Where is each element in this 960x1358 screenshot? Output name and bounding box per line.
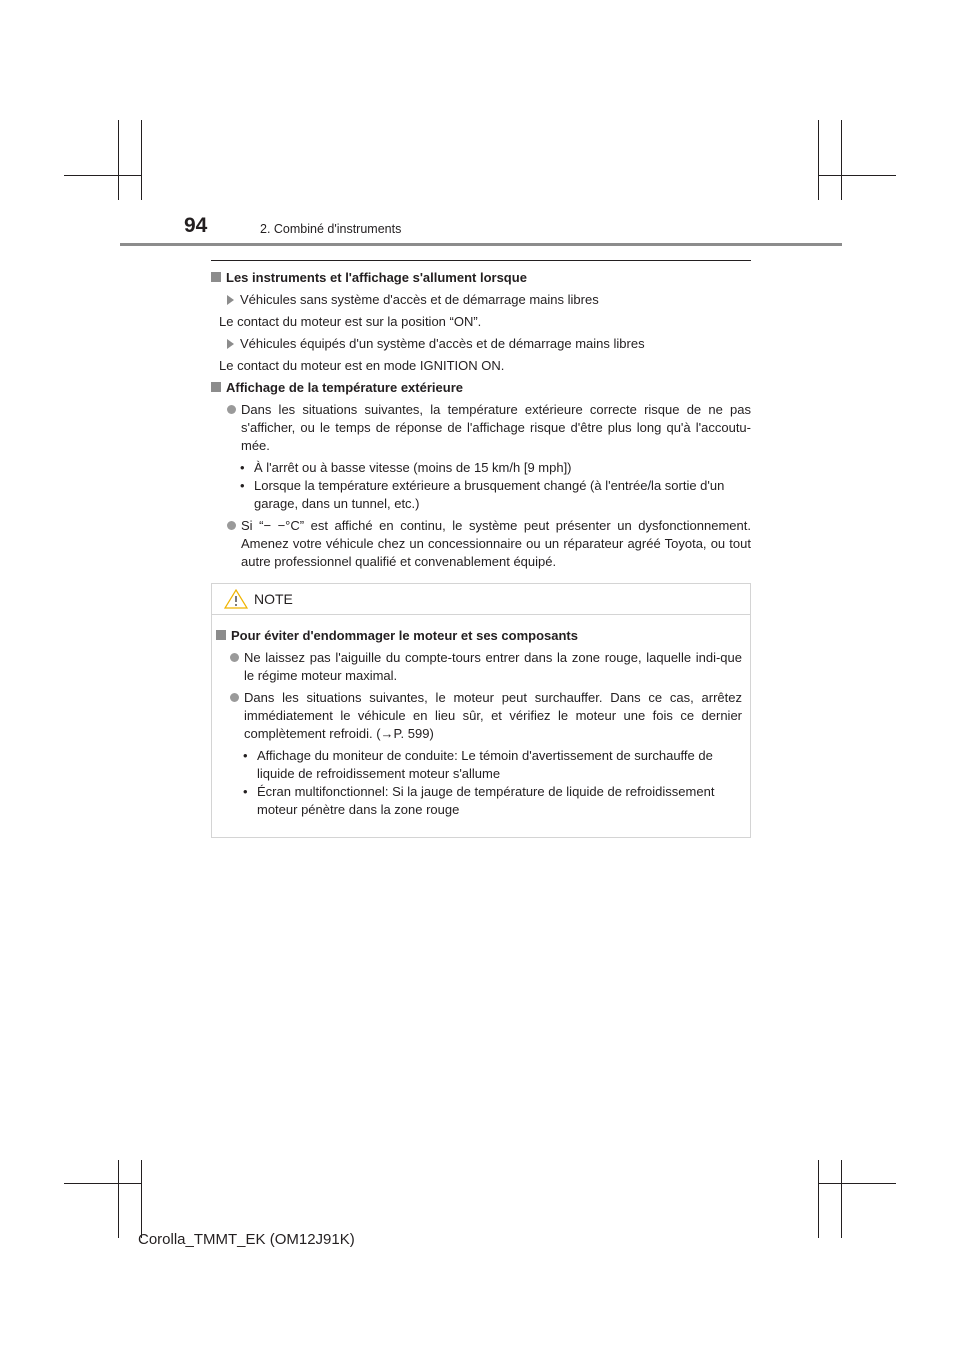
crop-mark	[818, 120, 819, 200]
case-label-text: Véhicules équipés d'un système d'accès et de démarrage mains libres	[240, 336, 645, 351]
triangle-arrow-icon	[227, 339, 234, 349]
crop-mark	[141, 1160, 142, 1238]
sub-list-item-text: À l'arrêt ou à basse vitesse (moins de 15 km/h [9 mph])	[254, 460, 572, 475]
circle-bullet-icon	[227, 521, 236, 530]
crop-mark	[818, 175, 896, 176]
list-item	[211, 517, 751, 571]
crop-mark	[818, 1160, 819, 1238]
sub-list-item	[211, 477, 751, 513]
square-bullet-icon	[211, 272, 221, 282]
sub-list-item	[216, 747, 742, 783]
note-body	[212, 615, 750, 837]
chapter-title: 2. Combiné d'instruments	[260, 222, 402, 236]
dot-bullet-icon: •	[240, 460, 245, 475]
crop-mark	[118, 1160, 119, 1238]
section-heading	[211, 269, 751, 287]
dot-bullet-icon: •	[240, 478, 245, 493]
case-label	[211, 291, 751, 309]
square-bullet-icon	[211, 382, 221, 392]
circle-bullet-icon	[230, 693, 239, 702]
header-rule	[120, 243, 842, 246]
list-item-text: Dans les situations suivantes, le moteur peut surchauffer. Dans ce cas, arrêtez immédiatement le véhicule en lieu sûr, et vérifiez le moteur une fois ce dernier complètement refroidi. (→P. 599)	[244, 690, 742, 741]
page-content	[211, 260, 751, 838]
crop-mark	[818, 1183, 896, 1184]
page-number: 94	[184, 214, 208, 237]
note-heading	[216, 627, 742, 645]
sub-list-item-text: Écran multifonctionnel: Si la jauge de température de liquide de refroidissement moteur pénètre dans la zone rouge	[257, 784, 715, 817]
body-paragraph: Le contact du moteur est en mode IGNITION ON.	[219, 358, 505, 373]
note-header	[212, 584, 750, 615]
sub-list-item-text: Lorsque la température extérieure a brusquement changé (à l'entrée/la sortie d'un garage, dans un tunnel, etc.)	[254, 478, 725, 511]
square-bullet-icon	[216, 630, 226, 640]
crop-mark	[841, 120, 842, 200]
sub-list-item	[216, 783, 742, 819]
list-item-text: Ne laissez pas l'aiguille du compte-tours entrer dans la zone rouge, laquelle indi-que le régime moteur maximal.	[244, 650, 742, 683]
warning-triangle-icon	[224, 589, 248, 609]
dot-bullet-icon: •	[243, 748, 248, 763]
note-box	[211, 583, 751, 838]
circle-bullet-icon	[230, 653, 239, 662]
footer-model-code: Corolla_TMMT_EK (OM12J91K)	[138, 1231, 355, 1248]
case-label	[211, 335, 751, 353]
note-title: NOTE	[254, 591, 293, 607]
list-item-text: Si “− −°C” est affiché en continu, le système peut présenter un dysfonctionnement. Amenez votre véhicule chez un concessionnaire ou un réparateur agréé Toyota, ou tout autre professionnel qualifié et convenablement équipé.	[241, 518, 751, 569]
list-item	[216, 649, 742, 685]
section-heading-text: Les instruments et l'affichage s'allument lorsque	[226, 270, 527, 285]
dot-bullet-icon: •	[243, 784, 248, 799]
crop-mark	[64, 1183, 141, 1184]
circle-bullet-icon	[227, 405, 236, 414]
sub-list-item-text: Affichage du moniteur de conduite: Le témoin d'avertissement de surchauffe de liquide de refroidissement moteur s'allume	[257, 748, 713, 781]
section-heading	[211, 379, 751, 397]
triangle-arrow-icon	[227, 295, 234, 305]
body-paragraph: Le contact du moteur est sur la position “ON”.	[219, 314, 482, 329]
list-item	[216, 689, 742, 743]
list-item-text: Dans les situations suivantes, la température extérieure correcte risque de ne pas s'afficher, ou le temps de réponse de l'affichage risque d'être plus long qu'à l'accoutu-mée.	[241, 402, 751, 453]
note-heading-text: Pour éviter d'endommager le moteur et ses composants	[231, 628, 578, 643]
sub-list-item	[211, 459, 751, 477]
crop-mark	[141, 120, 142, 200]
list-item	[211, 401, 751, 455]
crop-mark	[118, 120, 119, 200]
section-heading-text: Affichage de la température extérieure	[226, 380, 463, 395]
crop-mark	[64, 175, 141, 176]
crop-mark	[841, 1160, 842, 1238]
section-rule	[211, 260, 751, 261]
case-label-text: Véhicules sans système d'accès et de démarrage mains libres	[240, 292, 599, 307]
